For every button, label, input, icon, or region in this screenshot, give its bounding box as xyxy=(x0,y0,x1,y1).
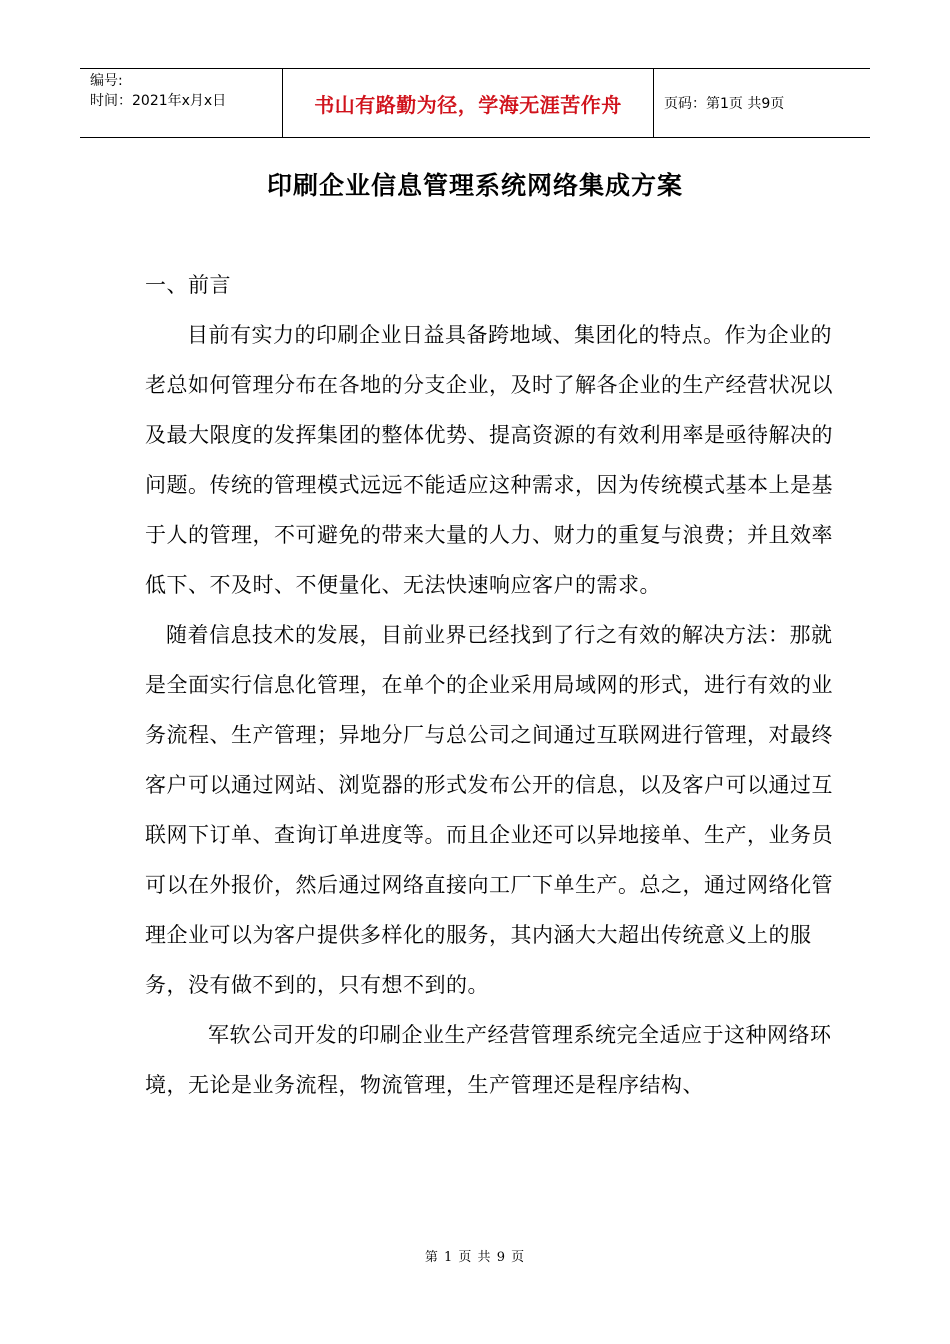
paragraph: 目前有实力的印刷企业日益具备跨地域、集团化的特点。作为企业的老总如何管理分布在各地的分支企业，及时了解各企业的生产经营状况以及最大限度的发挥集团的整体优势、提高资源的有效利用率是亟待解决的问题。传统的管理模式远远不能适应这种需求，因为传统模式基本上是基于人的管理，不可避免的带来大量的人力、财力的重复与浪费；并且效率低下、不及时、不便量化、无法快速响应客户的需求。 xyxy=(145,323,833,597)
number-label: 编号: xyxy=(90,73,123,89)
page-footer: 第 1 页 共 9 页 xyxy=(424,1250,526,1265)
paragraph: 随着信息技术的发展，目前业界已经找到了行之有效的解决方法：那就是全面实行信息化管理，在单个的企业采用局域网的形式，进行有效的业务流程、生产管理；异地分厂与总公司之间通过互联网进行管理，对最终客户可以通过网站、浏览器的形式发布公开的信息，以及客户可以通过互联网下订单、查询订单进度等。而且企业还可以异地接单、生产，业务员可以在外报价，然后通过网络直接向工厂下单生产。总之，通过网络化管理企业可以为客户提供多样化的服务，其内涵大大超出传统意义上的服务，没有做不到的，只有想不到的。 xyxy=(145,623,833,997)
section-heading: 一、前言 xyxy=(145,273,231,297)
time-label: 时间：2021年x月x日 xyxy=(90,93,227,109)
header-meta xyxy=(80,69,282,137)
paragraph: 军软公司开发的印刷企业生产经营管理系统完全适应于这种网络环境，无论是业务流程，物流管理，生产管理还是程序结构、 xyxy=(145,1023,832,1097)
header-page-info-cell xyxy=(654,69,870,137)
document-header xyxy=(80,68,870,138)
document-body xyxy=(145,260,835,1110)
header-motto-cell xyxy=(282,69,654,137)
motto-text: 书山有路勤为径，学海无涯苦作舟 xyxy=(314,92,622,117)
page-info: 页码：第1页 共9页 xyxy=(664,96,785,112)
document-title: 印刷企业信息管理系统网络集成方案 xyxy=(266,171,683,200)
